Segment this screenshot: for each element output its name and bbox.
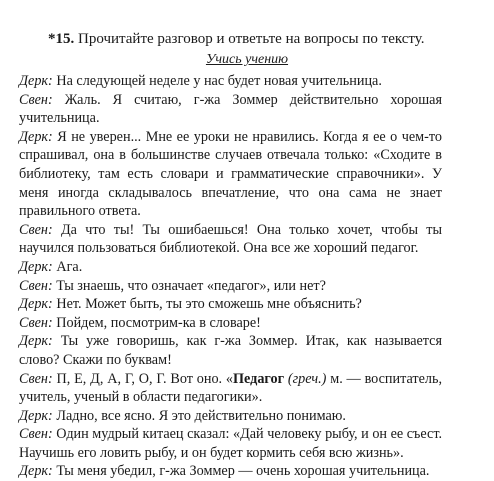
dialog-line bbox=[19, 462, 442, 481]
dialog-line bbox=[19, 425, 442, 462]
line-text: Пойдем, посмотрим-ка в словаре! bbox=[56, 314, 261, 331]
dialog-line bbox=[19, 314, 442, 333]
dialog-line bbox=[19, 277, 442, 296]
line-text: На следующей неделе у нас будет новая учительница. bbox=[56, 73, 382, 89]
dialog-line bbox=[19, 91, 442, 128]
line-text: Ага. bbox=[56, 258, 83, 275]
speaker-name: Дерк: bbox=[19, 128, 53, 145]
word-origin: (греч.) bbox=[287, 370, 327, 387]
task-heading bbox=[48, 30, 425, 48]
line-text: Нет. Может быть, ты это сможешь мне объяснить? bbox=[56, 296, 362, 313]
speaker-name: Дерк: bbox=[19, 407, 53, 424]
line-text-post: м. — воспитатель, учитель, ученый в области педагогики». bbox=[19, 370, 442, 406]
dialog-title: Учись учению bbox=[205, 52, 289, 67]
line-text: Ладно, все ясно. Я это действительно понимаю. bbox=[56, 407, 346, 424]
line-text: Ты уже говоришь, как г-жа Зоммер. Итак, как называется слово? Скажи по буквам! bbox=[19, 333, 442, 368]
dialog-line bbox=[19, 332, 442, 369]
speaker-name: Свен: bbox=[19, 314, 53, 331]
dialog-line bbox=[19, 72, 442, 91]
line-text: Ты меня убедил, г-жа Зоммер — очень хорошая учительница. bbox=[56, 463, 430, 480]
dialog-line bbox=[19, 221, 442, 258]
speaker-name: Свен: bbox=[19, 426, 53, 443]
task-instruction: Прочитайте разговор и ответьте на вопросы по тексту. bbox=[78, 31, 425, 47]
dialog-line bbox=[19, 370, 442, 407]
line-text: Ты знаешь, что означает «педагог», или нет? bbox=[56, 277, 326, 294]
speaker-name: Свен: bbox=[19, 91, 53, 108]
speaker-name: Свен: bbox=[19, 277, 53, 294]
dialog-line bbox=[19, 258, 442, 277]
dialog-line bbox=[19, 128, 442, 221]
dialog-line bbox=[19, 295, 442, 314]
line-text: Один мудрый китаец сказал: «Дай человеку рыбу, и он ее съест. Научишь его ловить рыбу, и он будет кормить себя всю жизнь». bbox=[19, 426, 442, 461]
line-text: Жаль. Я считаю, г-жа Зоммер действительно хорошая учительница. bbox=[19, 91, 443, 127]
speaker-name: Дерк: bbox=[19, 296, 53, 313]
speaker-name: Дерк: bbox=[19, 258, 53, 275]
speaker-name: Дерк: bbox=[19, 333, 53, 350]
line-text: Да что ты! Ты ошибаешься! Она только хочет, чтобы ты научился пользоваться библиотекой. Она все же хороший педагог. bbox=[19, 221, 442, 257]
dialog-text bbox=[19, 72, 442, 481]
defined-word: Педагог bbox=[233, 370, 285, 387]
speaker-name: Дерк: bbox=[19, 73, 53, 89]
line-text: Я не уверен... Мне ее уроки не нравились. Когда я ее о чем-то спрашивал, она в большинстве случаев отвечала только: «Сходите в библиотеку, там есть словари и грамматические справочники». У меня иногда складывалось впечатление, что она сама не знает правильного ответа. bbox=[19, 128, 442, 220]
speaker-name: Свен: bbox=[19, 221, 53, 238]
speaker-name: Дерк: bbox=[19, 463, 53, 480]
task-number: *15. bbox=[48, 31, 75, 47]
speaker-name: Свен: bbox=[19, 370, 53, 387]
line-text-pre: П, Е, Д, А, Г, О, Г. Вот оно. « bbox=[56, 370, 233, 387]
dialog-line bbox=[19, 407, 442, 426]
